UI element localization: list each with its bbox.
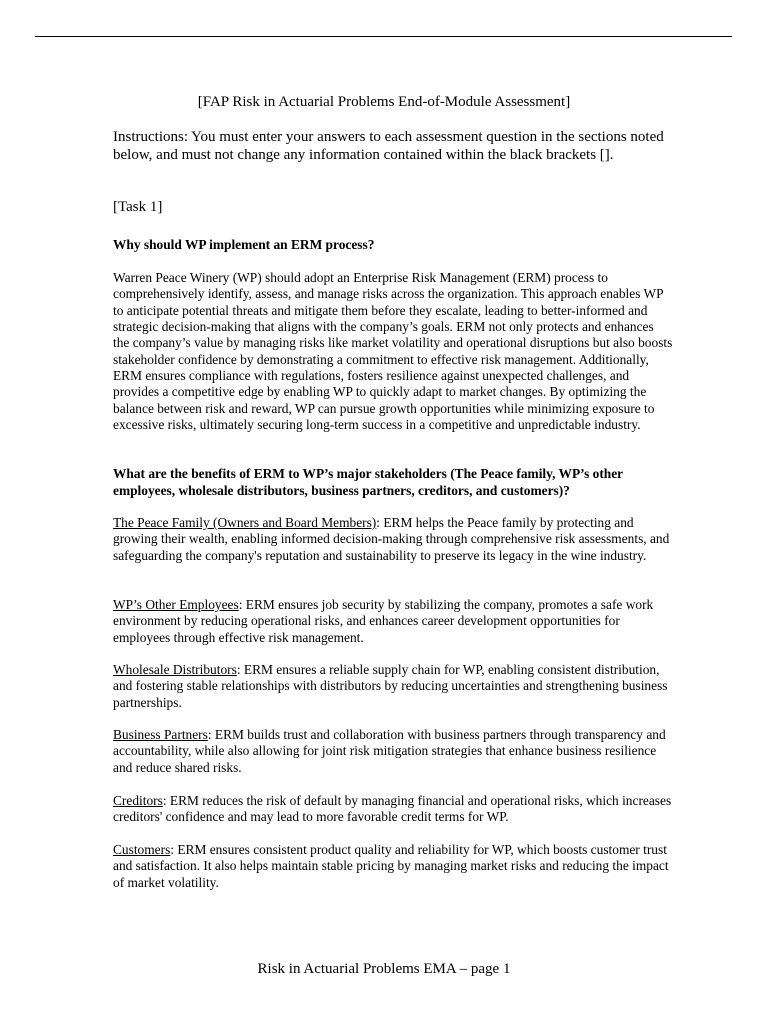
- task-label: [Task 1]: [113, 199, 163, 215]
- stakeholder-text: : ERM builds trust and collaboration with business partners through transparency and accountability, while also allowing for joint risk mitigation strategies that enhance business resilience and reduce shared risks.: [113, 727, 666, 775]
- stakeholder-text: : ERM ensures a reliable supply chain for WP, enabling consistent distribution, and fostering stable relationships with distributors by reducing uncertainties and strengthening business partnerships.: [113, 662, 668, 710]
- stakeholder-heading: Creditors: [113, 793, 163, 808]
- stakeholder-text: : ERM ensures consistent product quality and reliability for WP, which boosts customer trust and satisfaction. It also helps maintain stable pricing by managing market risks and reducing the impact of market volatility.: [113, 842, 669, 890]
- answer-1: Warren Peace Winery (WP) should adopt an Enterprise Risk Management (ERM) process to comprehensively identify, assess, and manage risks across the organization. This approach enables WP to anticipate potential threats and mitigate them before they escalate, leading to better-informed and strategic decision-making that aligns with the company’s goals. ERM not only protects and enhances the company’s value by managing risks like market volatility and operational disruptions but also boosts stakeholder confidence by demonstrating a commitment to effective risk management. Additionally, ERM ensures compliance with regulations, fosters resilience against unexpected challenges, and provides a competitive edge by enabling WP to quickly adapt to market changes. By optimizing the balance between risk and reward, WP can pursue growth opportunities while minimizing exposure to excessive risks, ultimately securing long-term success in a competitive and unpredictable industry.: [113, 270, 673, 433]
- document-title: [FAP Risk in Actuarial Problems End-of-Module Assessment]: [197, 94, 571, 110]
- instructions-text: Instructions: You must enter your answers to each assessment question in the sections noted below, and must not change any information contained within the black brackets [].: [113, 129, 664, 163]
- question-2: What are the benefits of ERM to WP’s major stakeholders (The Peace family, WP’s other employees, wholesale distributors, business partners, creditors, and customers)?: [113, 466, 623, 498]
- stakeholder-text: : ERM reduces the risk of default by managing financial and operational risks, which increases creditors' confidence and may lead to more favorable credit terms for WP.: [113, 793, 672, 825]
- stakeholder-distributors: [113, 662, 673, 711]
- stakeholder-peace-family: [113, 515, 673, 564]
- question-1: Why should WP implement an ERM process?: [113, 237, 375, 252]
- stakeholder-text: : ERM ensures job security by stabilizing the company, promotes a safe work environment by reducing operational risks, and enhances career development opportunities for employees through effective risk management.: [113, 597, 654, 645]
- stakeholder-heading: Wholesale Distributors: [113, 662, 237, 677]
- stakeholder-heading: Customers: [113, 842, 171, 857]
- stakeholder-partners: [113, 727, 673, 776]
- stakeholder-heading: WP’s Other Employees: [113, 597, 239, 612]
- stakeholder-heading: The Peace Family (Owners and Board Members): [113, 515, 377, 530]
- stakeholder-creditors: [113, 793, 673, 826]
- stakeholder-employees: [113, 597, 673, 646]
- header-rule: [35, 36, 732, 37]
- stakeholder-text: : ERM helps the Peace family by protecting and growing their wealth, enabling informed decision-making through comprehensive risk assessments, and safeguarding the company's reputation and sustainability to preserve its legacy in the wine industry.: [113, 515, 670, 563]
- stakeholder-heading: Business Partners: [113, 727, 208, 742]
- page-footer: Risk in Actuarial Problems EMA – page 1: [257, 961, 511, 977]
- stakeholder-customers: [113, 842, 673, 891]
